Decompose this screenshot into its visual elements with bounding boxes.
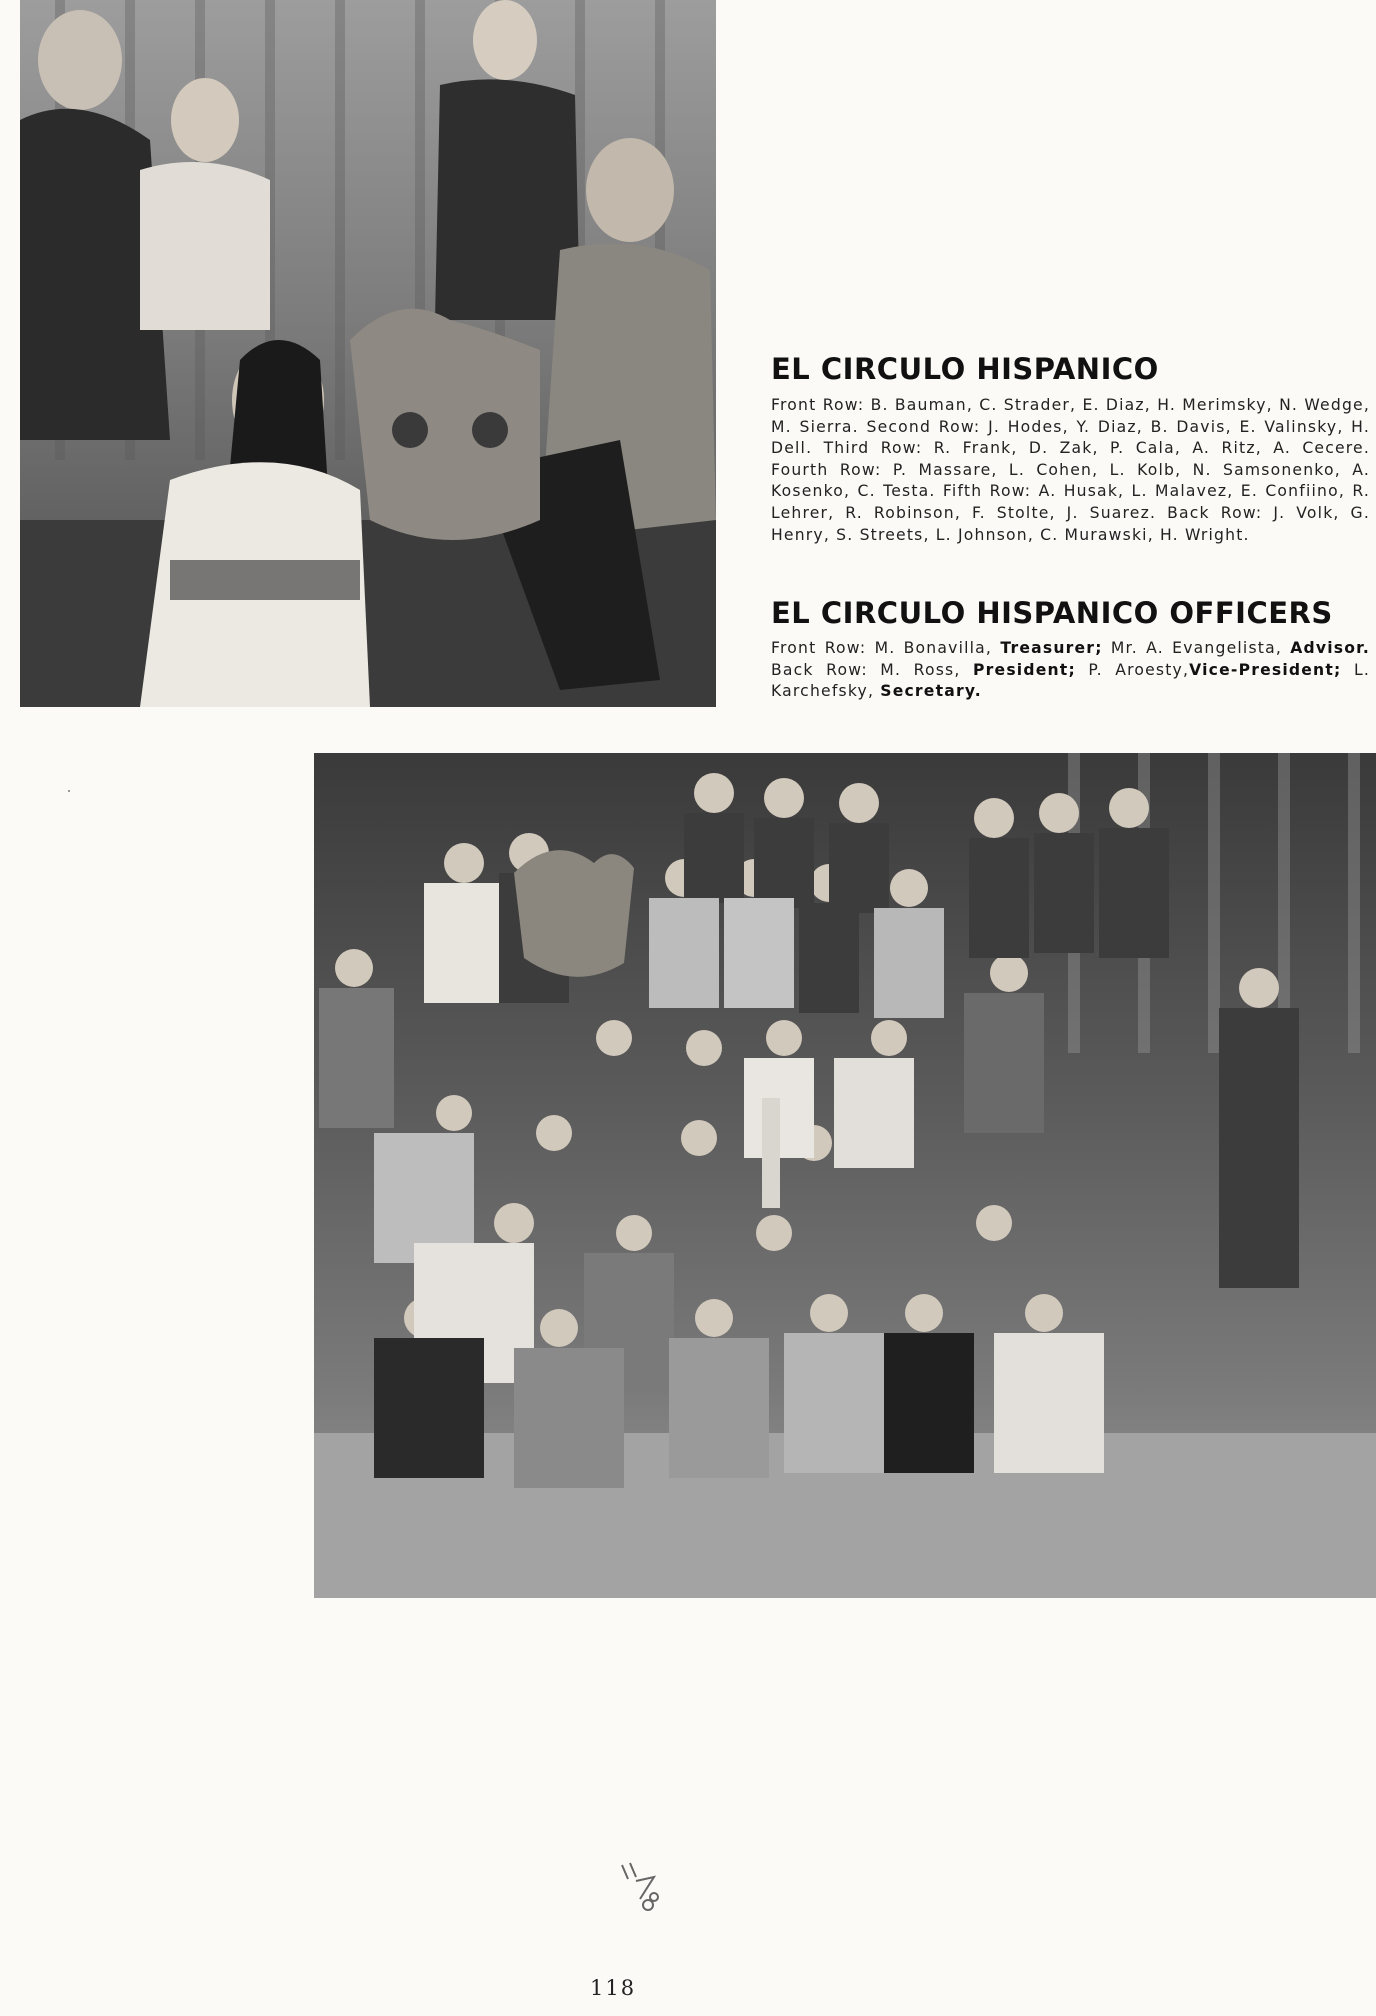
club-member-list: Front Row: B. Bauman, C. Strader, E. Diaz, H. Merimsky, N. Wedge, M. Sierra. Second Row: J. Hodes, Y. Diaz, B. Davis, E. Valinsky, H. Dell. Third Row: R. Frank, D. Zak, P. Cala, A. Ritz, A. Cecere. Fourth Row: P. Massare, L. Cohen, L. Kolb, N. Samsonenko, A. Kosenko, C. Testa. Fifth Row: A. Husak, L. Malavez, E. Confiino, R. Lehrer, R. Robinson, F. Stolte, J. Suarez. Back Row: J. Volk, G. Henry, S. Streets, L. Johnson, C. Murawski, H. Wright. — [771, 396, 1370, 544]
officers-caption-text: Mr. A. Evangelista, — [1102, 639, 1291, 657]
print-speck — [68, 790, 70, 792]
officer-role: Vice-President; — [1189, 660, 1342, 679]
officers-photo-art — [20, 0, 716, 707]
officers-caption-text: Back Row: M. Ross, — [771, 660, 974, 679]
officers-heading: EL CIRCULO HISPANICO OFFICERS — [771, 596, 1333, 630]
group-photo-art — [314, 753, 1376, 1598]
officer-role: Treasurer; — [1000, 639, 1103, 657]
officers-caption-text: P. Aroesty, — [1075, 660, 1190, 679]
officers-caption — [771, 638, 1370, 703]
officers-photo — [20, 0, 716, 707]
club-heading: EL CIRCULO HISPANICO — [771, 352, 1159, 386]
officers-caption-text: L. Karchefsky, — [771, 660, 1370, 701]
officers-caption-text: Front Row: M. Bonavilla, — [771, 639, 1001, 657]
handwritten-page-note-icon — [614, 1855, 674, 1915]
page-number: 118 — [590, 1976, 637, 2000]
officer-role: Advisor. — [1290, 639, 1370, 657]
officer-role: Secretary. — [880, 682, 982, 701]
group-photo — [314, 753, 1376, 1598]
officer-role: President; — [973, 660, 1076, 679]
